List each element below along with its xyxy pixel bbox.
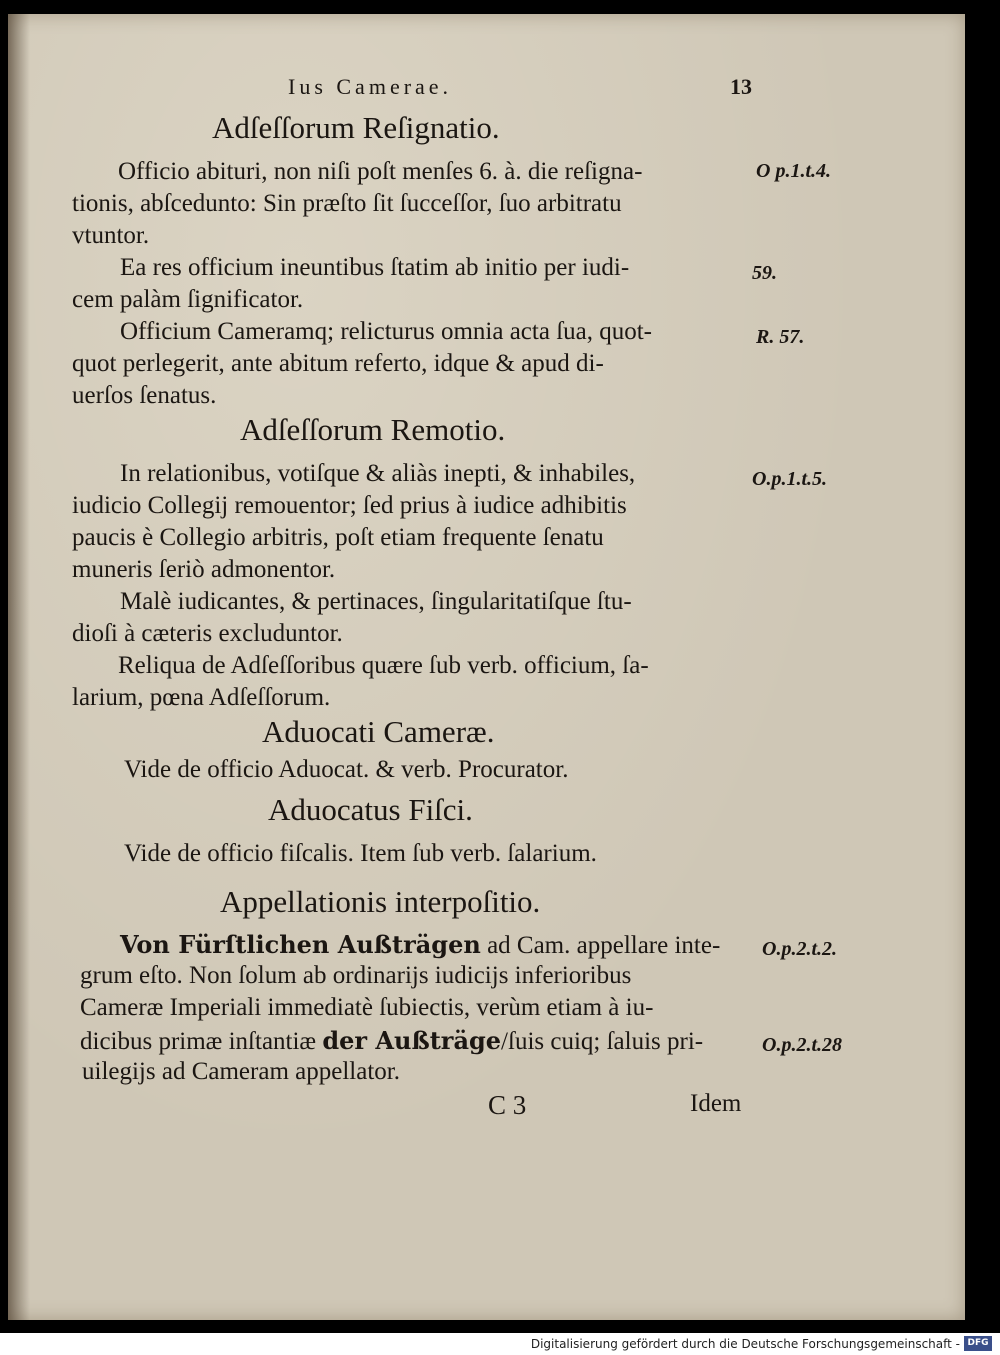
margin-note: 59. — [752, 262, 777, 284]
margin-note: O.p.2.t.28 — [762, 1034, 842, 1056]
heading-adsessorum-remotio: Adſeſſorum Remotio. — [240, 412, 506, 447]
body-line — [120, 930, 720, 960]
margin-note: O p.1.t.4. — [756, 160, 831, 182]
fraktur-text: der Außträge — [322, 1026, 502, 1055]
body-line: dioſi à cæteris excluduntor. — [72, 620, 343, 647]
body-text: dicibus primæ inſtantiæ — [80, 1028, 323, 1055]
margin-note: O.p.1.t.5. — [752, 468, 827, 490]
catchword: Idem — [690, 1090, 742, 1117]
heading-aduocatus-fisci: Aduocatus Fiſci. — [268, 792, 473, 827]
body-line: cem palàm ſignificator. — [72, 286, 304, 313]
body-line: quot perlegerit, ante abitum referto, idque & apud di- — [72, 350, 604, 377]
dfg-logo: DFG — [964, 1336, 992, 1351]
credit-footer — [0, 1333, 1000, 1355]
credit-text: Digitalisierung gefördert durch die Deutsche Forschungsgemeinschaft - — [530, 1337, 960, 1351]
body-line — [80, 1026, 703, 1056]
body-line: muneris ſeriò admonentor. — [72, 556, 336, 583]
body-line: Vide de officio fiſcalis. Item ſub verb. ſalarium. — [124, 840, 597, 867]
body-line: paucis è Collegio arbitris, poſt etiam frequente ſenatu — [72, 524, 604, 551]
body-line: Cameræ Imperiali immediatè ſubiectis, verùm etiam à iu- — [80, 994, 654, 1021]
heading-aduocati-camerae: Aduocati Cameræ. — [262, 714, 495, 749]
body-line: uilegijs ad Cameram appellator. — [82, 1058, 400, 1085]
body-line: Vide de officio Aduocat. & verb. Procurator. — [124, 756, 569, 783]
body-line: Officium Cameramq; relicturus omnia acta ſua, quot- — [120, 318, 653, 345]
body-line: tionis, abſcedunto: Sin præſto ſit ſucceſſor, ſuo arbitratu — [72, 190, 622, 217]
body-line: In relationibus, votiſque & aliàs inepti, & inhabiles, — [120, 460, 636, 487]
body-line: Reliqua de Adſeſſoribus quære ſub verb. officium, ſa- — [118, 652, 649, 679]
body-text: /ſuis cuiq; ſaluis pri- — [501, 1028, 704, 1055]
body-line: Malè iudicantes, & pertinaces, ſingularitatiſque ſtu- — [120, 588, 632, 615]
body-line: Officio abituri, non niſi poſt menſes 6. à. die reſigna- — [118, 158, 643, 185]
body-line: larium, pœna Adſeſſorum. — [72, 684, 331, 711]
page-number: 13 — [730, 74, 752, 99]
body-line: vtuntor. — [72, 222, 150, 249]
body-line: grum eſto. Non ſolum ab ordinarijs iudicijs inferioribus — [80, 962, 632, 989]
body-line: uerſos ſenatus. — [72, 382, 217, 409]
signature-mark: C 3 — [488, 1090, 527, 1120]
margin-note: R. 57. — [756, 326, 805, 348]
body-line: Ea res officium ineuntibus ſtatim ab initio per iudi- — [120, 254, 630, 281]
body-text: ad Cam. appellare inte- — [480, 932, 721, 959]
heading-appellationis-interpositio: Appellationis interpoſitio. — [220, 884, 541, 919]
page-gutter-shadow — [8, 14, 30, 1320]
heading-adsessorum-resignatio: Adſeſſorum Reſignatio. — [212, 110, 500, 145]
fraktur-text: Von Fürſtlichen Außträgen — [120, 930, 481, 959]
margin-note: O.p.2.t.2. — [762, 938, 837, 960]
running-title: Ius Camerae. — [288, 74, 453, 99]
body-line: iudicio Collegij remouentor; ſed prius à iudice adhibitis — [72, 492, 627, 519]
